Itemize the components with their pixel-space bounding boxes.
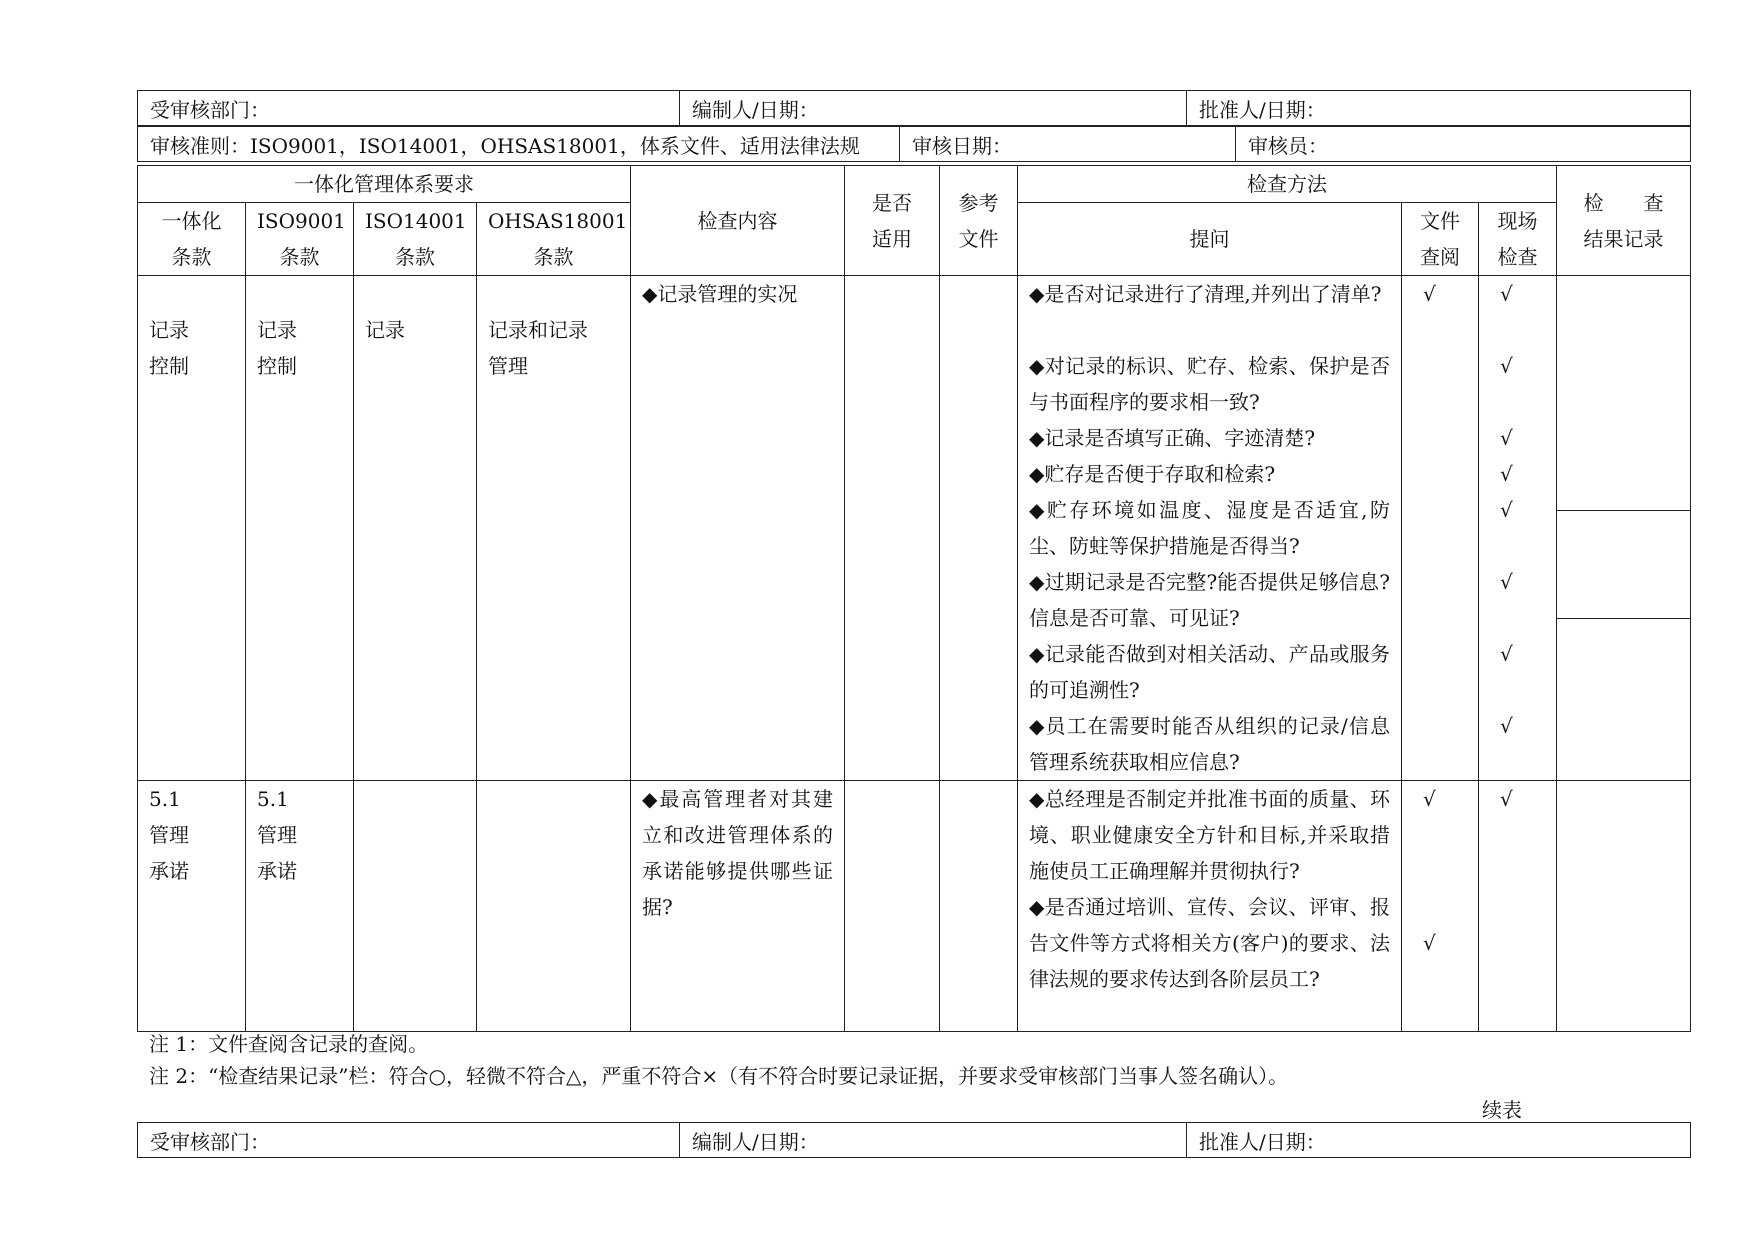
question-item: ◆过期记录是否完整?能否提供足够信息?信息是否可靠、可见证? [1029,570,1390,630]
content-cell: ◆记录管理的实况 [631,276,845,781]
content-cell: ◆最高管理者对其建立和改进管理体系的承诺能够提供哪些证据? [631,781,845,1032]
question-item: ◆是否通过培训、宣传、会议、评审、报告文件等方式将相关方(客户)的要求、法律法规的要求传达到各阶层员工? [1029,895,1390,991]
header-row-1 [137,90,1691,126]
check-mark: √ [1500,426,1513,450]
result-subcell[interactable] [1557,276,1690,511]
result-subcell[interactable] [1557,511,1690,619]
req-group-header: 一体化管理体系要求 [138,166,631,203]
site-check-header: 现场 检查 [1479,203,1557,276]
ref-doc-cell[interactable] [940,276,1018,781]
site-check-cell [1479,276,1557,781]
iso9001-cell: 5.1 管理 承诺 [246,781,354,1032]
iso14001-cell: 记录 [354,276,477,781]
question-cell [1018,781,1402,1032]
applicable-cell[interactable] [845,781,940,1032]
iso9001-header: ISO9001 条款 [246,203,354,276]
header-row-continued [137,1122,1691,1158]
question-header: 提问 [1018,203,1402,276]
table-row [138,781,1691,1032]
ref-doc-cell[interactable] [940,781,1018,1032]
check-mark: √ [1500,498,1513,522]
iso9001-cell: 记录 控制 [246,276,354,781]
method-header: 检查方法 [1018,166,1557,203]
check-mark: √ [1423,931,1436,955]
note-2: 注 2：“检查结果记录”栏：符合○，轻微不符合△，严重不符合×（有不符合时要记录证据，并要求受审核部门当事人签名确认）。 [149,1064,1289,1088]
question-item: ◆贮存环境如温度、湿度是否适宜,防尘、防蛀等保护措施是否得当? [1029,498,1390,558]
question-cell [1018,276,1402,781]
doc-review-header: 文件 查阅 [1402,203,1479,276]
check-mark: √ [1423,282,1436,306]
integrated-clause-header: 一体化 条款 [138,203,246,276]
result-header: 检 查 结果记录 [1557,166,1691,276]
question-item: ◆对记录的标识、贮存、检索、保护是否与书面程序的要求相一致? [1029,354,1390,414]
ohsas-cell: 记录和记录 管理 [477,276,631,781]
question-item: ◆总经理是否制定并批准书面的质量、环境、职业健康安全方针和目标,并采取措施使员工正确理解并贯彻执行? [1029,787,1390,883]
applicable-cell[interactable] [845,276,940,781]
checklist-table [137,165,1691,1032]
dept-field: 受审核部门： [138,91,680,126]
integrated-clause-cell: 5.1 管理 承诺 [138,781,246,1032]
ohsas-header: OHSAS18001 条款 [477,203,631,276]
preparer-field: 编制人/日期： [680,1123,1187,1158]
check-mark: √ [1500,282,1513,306]
result-cell[interactable] [1557,781,1691,1032]
result-subcell[interactable] [1557,619,1690,776]
iso14001-cell [354,781,477,1032]
preparer-field: 编制人/日期： [680,91,1187,126]
iso14001-header: ISO14001 条款 [354,203,477,276]
approver-field: 批准人/日期： [1187,91,1691,126]
result-cell[interactable] [1557,276,1691,781]
check-mark: √ [1500,787,1513,811]
ref-doc-header: 参考 文件 [940,166,1018,276]
note-1: 注 1：文件查阅含记录的查阅。 [149,1032,429,1056]
auditor-field: 审核员： [1236,127,1691,162]
question-item: ◆是否对记录进行了清理,并列出了清单? [1029,282,1382,306]
content-header: 检查内容 [631,166,845,276]
site-check-cell [1479,781,1557,1032]
doc-review-cell [1402,276,1479,781]
integrated-clause-cell: 记录 控制 [138,276,246,781]
applicable-header: 是否 适用 [845,166,940,276]
criteria-field: 审核准则：ISO9001，ISO14001，OHSAS18001，体系文件、适用法律法规 [138,127,900,162]
ohsas-cell [477,781,631,1032]
check-mark: √ [1423,787,1436,811]
continued-label: 续表 [1482,1098,1522,1122]
check-mark: √ [1500,642,1513,666]
header-row-2 [137,126,1691,162]
check-mark: √ [1500,354,1513,378]
question-item: ◆记录能否做到对相关活动、产品或服务的可追溯性? [1029,642,1390,702]
approver-field: 批准人/日期： [1187,1123,1691,1158]
check-mark: √ [1500,570,1513,594]
check-mark: √ [1500,714,1513,738]
audit-date-field: 审核日期： [900,127,1236,162]
check-mark: √ [1500,462,1513,486]
doc-review-cell [1402,781,1479,1032]
dept-field: 受审核部门： [138,1123,680,1158]
question-item: ◆记录是否填写正确、字迹清楚? [1029,426,1316,450]
question-item: ◆贮存是否便于存取和检索? [1029,462,1276,486]
question-item: ◆员工在需要时能否从组织的记录/信息管理系统获取相应信息? [1029,714,1390,774]
table-row [138,276,1691,781]
